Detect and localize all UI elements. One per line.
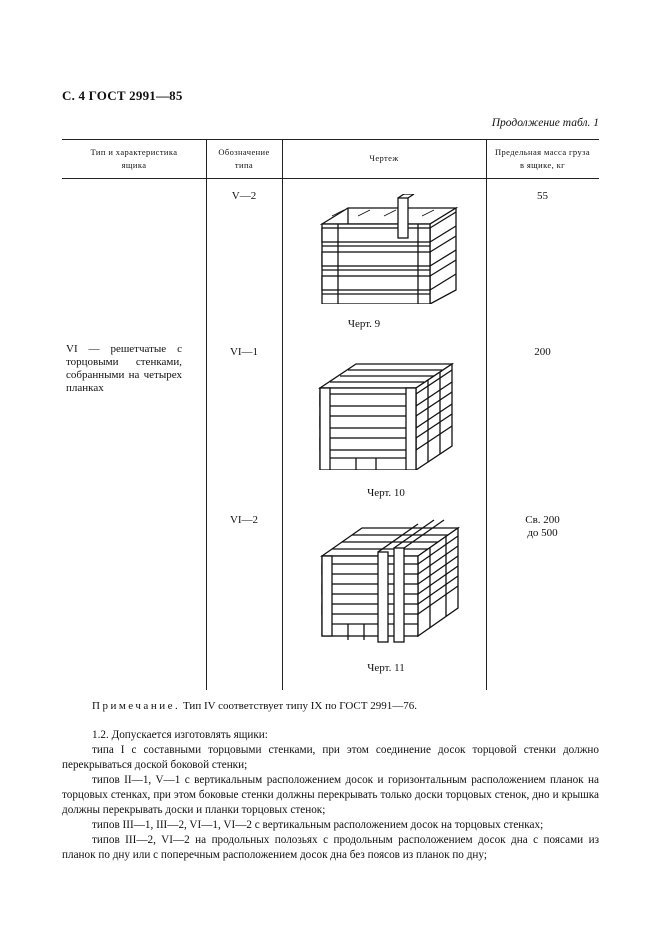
paragraph-types-iii2-vi2: типов III—2, VI—2 на продольных полозьях с продольным расположением досок дна с поясами из планок по дну или с поперечным расположением досок дна без поясов из планок по дну; [62, 834, 599, 861]
crate-drawing-11 [318, 516, 466, 644]
mass-cell-row1: 55 [537, 190, 548, 202]
crate-drawing-9 [318, 194, 462, 304]
mass-cell-row3-line1: Св. 200 [525, 514, 560, 526]
paragraph-1-2: 1.2. Допускается изготовлять ящики: [92, 729, 268, 741]
column-header-designation-line1: Обозначение [218, 147, 270, 157]
page-title: С. 4 ГОСТ 2991—85 [62, 88, 183, 103]
column-header-mass [486, 146, 599, 172]
paragraph-types-ii-v: типов II—1, V—1 с вертикальным расположением досок и горизонтальным расположением планок на торцовых стенках, при этом боковые стенки должны перекрывать только доски торцовых стенок, дно и крышка должны перекрывать доски и планки торцовых стенок; [62, 774, 599, 816]
note-label: Примечание. [92, 700, 181, 712]
mass-cell-row3 [486, 514, 599, 540]
drawing-caption-10: Черт. 10 [367, 487, 405, 499]
paragraph-type-i: типа I с составными торцовыми стенками, при этом соединение досок торцовой стенки должно перекрываться доской боковой стенки; [62, 744, 599, 771]
column-divider-1 [206, 139, 207, 690]
drawing-caption-11: Черт. 11 [367, 662, 405, 674]
column-header-designation [206, 146, 282, 172]
designation-cell-row3: VI—2 [229, 514, 259, 526]
table-continuation-label: Продолжение табл. 1 [491, 117, 599, 129]
designation-cell-row2: VI—1 [229, 346, 259, 358]
crate-drawing-10 [316, 352, 456, 470]
note-text: Тип IV соответствует типу IX по ГОСТ 2991—76. [180, 700, 417, 712]
column-header-type-line1: Тип и характеристика [90, 147, 178, 157]
column-header-drawing: Чертеж [369, 153, 399, 163]
column-divider-3 [486, 139, 487, 690]
mass-cell-row2: 200 [534, 346, 551, 358]
paragraph-types-iii-vi: типов III—1, III—2, VI—1, VI—2 с вертикальным расположением досок на торцовых стенках; [92, 819, 544, 831]
table-top-rule [62, 139, 599, 140]
drawing-caption-9: Черт. 9 [347, 318, 381, 330]
column-divider-2 [282, 139, 283, 690]
mass-cell-row3-line2: до 500 [527, 527, 558, 539]
column-header-mass-line2: в ящике, кг [519, 160, 566, 170]
table-header-rule [62, 178, 599, 179]
column-header-type-line2: ящика [121, 160, 147, 170]
designation-cell-row1: V—2 [231, 190, 257, 202]
table-note [92, 700, 417, 712]
column-header-mass-line1: Предельная масса груза [494, 147, 591, 157]
type-description: VI — решетчатые с торцовыми стенками, собранными на четырех планках [66, 343, 182, 394]
column-header-designation-line2: типа [234, 160, 254, 170]
column-header-type [62, 146, 206, 172]
